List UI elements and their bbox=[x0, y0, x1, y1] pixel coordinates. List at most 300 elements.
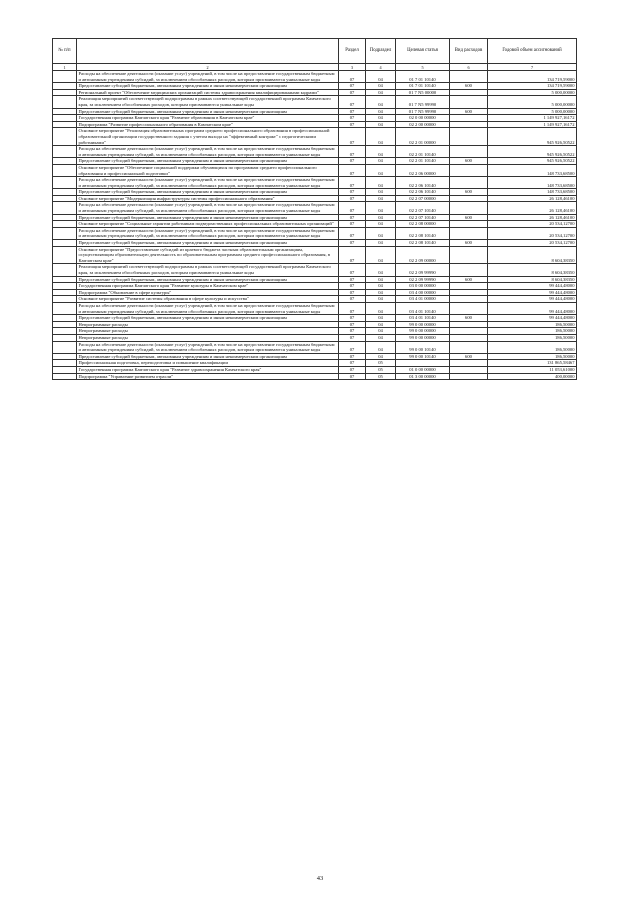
table-header-row bbox=[53, 39, 577, 64]
row-number bbox=[53, 202, 77, 214]
row-target-article: 02 2 01 00000 bbox=[396, 128, 450, 146]
row-podrazdel: 04 bbox=[366, 276, 396, 283]
row-number bbox=[53, 321, 77, 328]
row-expense-type bbox=[450, 128, 488, 146]
row-number bbox=[53, 115, 77, 122]
row-podrazdel: 04 bbox=[366, 246, 396, 264]
table-row bbox=[53, 353, 577, 360]
row-name: Профессиональная подготовка, переподготовка и повышение квалификации bbox=[77, 360, 339, 367]
row-expense-type: 600 bbox=[450, 189, 488, 196]
row-amount: 186,50000 bbox=[488, 353, 577, 360]
table-row bbox=[53, 83, 577, 90]
row-name: Государственная программа Камчатского края "Развитие здравоохранения Камчатского края" bbox=[77, 366, 339, 373]
row-podrazdel: 04 bbox=[366, 264, 396, 276]
row-number bbox=[53, 283, 77, 290]
table-row bbox=[53, 189, 577, 196]
row-expense-type: 600 bbox=[450, 108, 488, 115]
row-amount: 134 719,59000 bbox=[488, 71, 577, 83]
row-amount: 131 865,58467 bbox=[488, 360, 577, 367]
row-razdel: 07 bbox=[339, 246, 366, 264]
row-name: Предоставление субсидий бюджетным, автономным учреждениям и иным некоммерческим организациям bbox=[77, 189, 339, 196]
row-podrazdel: 04 bbox=[366, 341, 396, 353]
row-name: Основное мероприятие "Обеспечение социальной поддержки обучающихся по программам среднего профессионального образования и профессиональной подготовки" bbox=[77, 164, 339, 176]
row-razdel: 07 bbox=[339, 315, 366, 322]
row-amount: 26 128,46100 bbox=[488, 202, 577, 214]
row-number bbox=[53, 89, 77, 96]
row-target-article: 02 2 06 10140 bbox=[396, 177, 450, 189]
row-podrazdel: 04 bbox=[366, 283, 396, 290]
row-name: Предоставление субсидий бюджетным, автономным учреждениям и иным некоммерческим организациям bbox=[77, 158, 339, 165]
row-number bbox=[53, 108, 77, 115]
row-podrazdel: 04 bbox=[366, 146, 396, 158]
row-podrazdel: 04 bbox=[366, 71, 396, 83]
column-number: 7 bbox=[488, 64, 577, 71]
row-amount: 26 128,46100 bbox=[488, 195, 577, 202]
row-amount: 186,50000 bbox=[488, 334, 577, 341]
row-number bbox=[53, 189, 77, 196]
row-amount: 20 534,12700 bbox=[488, 227, 577, 239]
row-podrazdel: 04 bbox=[366, 89, 396, 96]
row-name: Основное мероприятие "Модернизация инфраструктуры системы профессионального образования" bbox=[77, 195, 339, 202]
row-name: Расходы на обеспечение деятельности (оказание услуг) учреждений, в том числе на предоставление государственным бюджетным и автономным учреждениям субсидий, за исключением обособленных расходов, которым присваиваются уникальные коды bbox=[77, 146, 339, 158]
row-target-article: 01 7 N5 99990 bbox=[396, 96, 450, 108]
row-expense-type: 600 bbox=[450, 83, 488, 90]
row-number bbox=[53, 353, 77, 360]
row-number bbox=[53, 360, 77, 367]
row-target-article: 03 0 00 00000 bbox=[396, 283, 450, 290]
row-target-article: 02 2 01 10140 bbox=[396, 158, 450, 165]
row-name: Предоставление субсидий бюджетным, автономным учреждениям и иным некоммерческим организациям bbox=[77, 315, 339, 322]
row-expense-type bbox=[450, 71, 488, 83]
row-razdel: 07 bbox=[339, 328, 366, 335]
row-expense-type bbox=[450, 195, 488, 202]
row-number bbox=[53, 177, 77, 189]
row-podrazdel: 04 bbox=[366, 315, 396, 322]
row-expense-type bbox=[450, 283, 488, 290]
row-number bbox=[53, 128, 77, 146]
row-target-article: 99 0 00 00000 bbox=[396, 334, 450, 341]
row-amount: 186,50000 bbox=[488, 341, 577, 353]
row-number bbox=[53, 214, 77, 221]
row-expense-type bbox=[450, 115, 488, 122]
row-razdel: 07 bbox=[339, 283, 366, 290]
row-razdel: 07 bbox=[339, 296, 366, 303]
row-podrazdel: 04 bbox=[366, 177, 396, 189]
row-expense-type: 600 bbox=[450, 214, 488, 221]
row-expense-type bbox=[450, 221, 488, 228]
table-row bbox=[53, 302, 577, 314]
row-amount: 99 444,48000 bbox=[488, 283, 577, 290]
row-amount: 945 926,50522 bbox=[488, 128, 577, 146]
row-name: Подпрограмма "Развитие профессионального образования в Камчатском крае" bbox=[77, 121, 339, 128]
row-name: Региональный проект "Обеспечение медицинских организаций системы здравоохранения квалифицированными кадрами" bbox=[77, 89, 339, 96]
row-razdel: 07 bbox=[339, 276, 366, 283]
row-target-article: 02 2 09 99990 bbox=[396, 264, 450, 276]
row-razdel: 07 bbox=[339, 289, 366, 296]
row-name: Расходы на обеспечение деятельности (оказание услуг) учреждений, в том числе на предоставление государственным бюджетным и автономным учреждениям субсидий, за исключением обособленных расходов, которым присваиваются уникальные коды bbox=[77, 177, 339, 189]
table-row bbox=[53, 227, 577, 239]
row-expense-type bbox=[450, 360, 488, 367]
row-name: Предоставление субсидий бюджетным, автономным учреждениям и иным некоммерческим организациям bbox=[77, 276, 339, 283]
row-podrazdel: 04 bbox=[366, 321, 396, 328]
row-target-article: 01 7 01 10140 bbox=[396, 83, 450, 90]
table-row bbox=[53, 360, 577, 367]
row-amount: 148 733,68500 bbox=[488, 189, 577, 196]
row-amount: 1 149 927,16172 bbox=[488, 115, 577, 122]
row-target-article: 02 0 00 00000 bbox=[396, 115, 450, 122]
row-razdel: 07 bbox=[339, 240, 366, 247]
row-amount: 186,50000 bbox=[488, 328, 577, 335]
row-expense-type bbox=[450, 146, 488, 158]
row-podrazdel: 04 bbox=[366, 353, 396, 360]
row-expense-type bbox=[450, 96, 488, 108]
row-podrazdel: 04 bbox=[366, 164, 396, 176]
row-name: Реализация мероприятий соответствующей подпрограммы в рамках соответствующей государственной программы Камчатского края, за исключением обособленных расходов, которым присваиваются уникальные коды bbox=[77, 96, 339, 108]
row-target-article: 99 0 00 00000 bbox=[396, 321, 450, 328]
row-amount: 99 444,48000 bbox=[488, 302, 577, 314]
page-number: 43 bbox=[316, 875, 324, 882]
column-number-row bbox=[53, 64, 577, 71]
row-name: Подпрограмма "Управление развитием отрасли" bbox=[77, 373, 339, 380]
row-expense-type bbox=[450, 321, 488, 328]
table-row bbox=[53, 296, 577, 303]
row-target-article: 01 7 N5 00000 bbox=[396, 89, 450, 96]
row-razdel: 07 bbox=[339, 108, 366, 115]
row-podrazdel: 04 bbox=[366, 195, 396, 202]
row-amount: 945 926,50522 bbox=[488, 158, 577, 165]
row-expense-type bbox=[450, 164, 488, 176]
row-podrazdel: 04 bbox=[366, 83, 396, 90]
budget-table-page bbox=[52, 38, 576, 380]
row-razdel: 07 bbox=[339, 202, 366, 214]
row-name: Расходы на обеспечение деятельности (оказание услуг) учреждений, в том числе на предоставление государственным бюджетным и автономным учреждениям субсидий, за исключением обособленных расходов, которым присваиваются уникальные коды bbox=[77, 202, 339, 214]
row-number bbox=[53, 315, 77, 322]
row-amount: 99 444,48000 bbox=[488, 296, 577, 303]
row-number bbox=[53, 264, 77, 276]
row-razdel: 07 bbox=[339, 221, 366, 228]
row-number bbox=[53, 158, 77, 165]
row-name: Основное мероприятие "Предоставление субсидий из краевого бюджета частным образовательным организациям, осуществляющим образовательную деятельность по образовательным программам среднего профессионального образования, в Камчатском крае" bbox=[77, 246, 339, 264]
row-razdel: 07 bbox=[339, 89, 366, 96]
table-row bbox=[53, 158, 577, 165]
row-name: Предоставление субсидий бюджетным, автономным учреждениям и иным некоммерческим организациям bbox=[77, 214, 339, 221]
header-podrazdel: Подраздел bbox=[366, 39, 396, 64]
row-number bbox=[53, 296, 77, 303]
row-podrazdel: 04 bbox=[366, 221, 396, 228]
row-razdel: 07 bbox=[339, 341, 366, 353]
row-expense-type bbox=[450, 296, 488, 303]
header-annual-volume: Годовой объем ассигнований bbox=[488, 39, 577, 64]
row-target-article: 99 0 00 10140 bbox=[396, 353, 450, 360]
row-target-article: 02 2 06 00000 bbox=[396, 164, 450, 176]
row-podrazdel: 04 bbox=[366, 296, 396, 303]
row-expense-type bbox=[450, 177, 488, 189]
table-row bbox=[53, 71, 577, 83]
row-amount: 11 053,61000 bbox=[488, 366, 577, 373]
row-amount: 400,00000 bbox=[488, 373, 577, 380]
row-expense-type: 600 bbox=[450, 240, 488, 247]
table-row bbox=[53, 240, 577, 247]
table-row bbox=[53, 146, 577, 158]
row-target-article: 02 2 09 99990 bbox=[396, 276, 450, 283]
table-row bbox=[53, 221, 577, 228]
row-razdel: 07 bbox=[339, 264, 366, 276]
table-row bbox=[53, 214, 577, 221]
row-name: Предоставление субсидий бюджетным, автономным учреждениям и иным некоммерческим организациям bbox=[77, 240, 339, 247]
row-amount: 5 000,00000 bbox=[488, 108, 577, 115]
row-target-article bbox=[396, 360, 450, 367]
row-razdel: 07 bbox=[339, 177, 366, 189]
row-amount: 148 733,68500 bbox=[488, 177, 577, 189]
column-number: 2 bbox=[77, 64, 339, 71]
row-number bbox=[53, 366, 77, 373]
table-row bbox=[53, 373, 577, 380]
row-razdel: 07 bbox=[339, 146, 366, 158]
row-amount: 186,50000 bbox=[488, 321, 577, 328]
column-number: 1 bbox=[53, 64, 77, 71]
row-name: Расходы на обеспечение деятельности (оказание услуг) учреждений, в том числе на предоставление государственным бюджетным и автономным учреждениям субсидий, за исключением обособленных расходов, которым присваиваются уникальные коды bbox=[77, 71, 339, 83]
row-podrazdel: 04 bbox=[366, 240, 396, 247]
row-amount: 8 604,38350 bbox=[488, 246, 577, 264]
row-expense-type bbox=[450, 227, 488, 239]
row-target-article: 01 7 N5 99990 bbox=[396, 108, 450, 115]
row-number bbox=[53, 302, 77, 314]
row-razdel: 07 bbox=[339, 195, 366, 202]
row-target-article: 02 2 00 00000 bbox=[396, 121, 450, 128]
row-podrazdel: 04 bbox=[366, 121, 396, 128]
row-name: Расходы на обеспечение деятельности (оказание услуг) учреждений, в том числе на предоставление государственным бюджетным и автономным учреждениям субсидий, за исключением обособленных расходов, которым присваиваются уникальные коды bbox=[77, 302, 339, 314]
row-razdel: 07 bbox=[339, 115, 366, 122]
row-razdel: 07 bbox=[339, 353, 366, 360]
row-number bbox=[53, 373, 77, 380]
row-podrazdel: 04 bbox=[366, 302, 396, 314]
header-expense-type: Вид расходов bbox=[450, 39, 488, 64]
row-razdel: 07 bbox=[339, 302, 366, 314]
row-amount: 945 926,50522 bbox=[488, 146, 577, 158]
row-number bbox=[53, 121, 77, 128]
row-number bbox=[53, 164, 77, 176]
row-expense-type: 600 bbox=[450, 276, 488, 283]
row-target-article: 03 4 01 10140 bbox=[396, 315, 450, 322]
row-podrazdel: 05 bbox=[366, 366, 396, 373]
row-name: Государственная программа Камчатского края "Развитие образования в Камчатском крае" bbox=[77, 115, 339, 122]
row-expense-type: 600 bbox=[450, 158, 488, 165]
row-expense-type: 600 bbox=[450, 315, 488, 322]
table-row bbox=[53, 264, 577, 276]
row-number bbox=[53, 221, 77, 228]
row-expense-type bbox=[450, 341, 488, 353]
row-amount: 5 000,00000 bbox=[488, 96, 577, 108]
row-razdel: 07 bbox=[339, 360, 366, 367]
row-expense-type bbox=[450, 246, 488, 264]
row-target-article: 02 2 06 10140 bbox=[396, 189, 450, 196]
row-number bbox=[53, 83, 77, 90]
row-target-article: 02 2 08 00000 bbox=[396, 221, 450, 228]
row-target-article: 02 2 07 10140 bbox=[396, 202, 450, 214]
row-razdel: 07 bbox=[339, 189, 366, 196]
row-podrazdel: 04 bbox=[366, 189, 396, 196]
row-name: Подпрограмма "Обновление в сфере культуры" bbox=[77, 289, 339, 296]
row-name: Предоставление субсидий бюджетным, автономным учреждениям и иным некоммерческим организациям bbox=[77, 353, 339, 360]
row-razdel: 07 bbox=[339, 321, 366, 328]
table-row bbox=[53, 121, 577, 128]
row-target-article: 99 0 00 00000 bbox=[396, 328, 450, 335]
row-razdel: 07 bbox=[339, 96, 366, 108]
row-expense-type bbox=[450, 289, 488, 296]
row-amount: 8 604,38350 bbox=[488, 276, 577, 283]
header-razdel: Раздел bbox=[339, 39, 366, 64]
table-row bbox=[53, 321, 577, 328]
row-expense-type bbox=[450, 373, 488, 380]
row-amount: 8 604,38350 bbox=[488, 264, 577, 276]
row-razdel: 07 bbox=[339, 121, 366, 128]
budget-table bbox=[52, 38, 577, 380]
row-podrazdel: 05 bbox=[366, 373, 396, 380]
table-row bbox=[53, 341, 577, 353]
row-target-article: 01 0 00 00000 bbox=[396, 366, 450, 373]
row-target-article: 02 2 09 00000 bbox=[396, 246, 450, 264]
table-row bbox=[53, 108, 577, 115]
row-number bbox=[53, 334, 77, 341]
row-razdel: 07 bbox=[339, 227, 366, 239]
row-target-article: 02 2 08 10140 bbox=[396, 227, 450, 239]
table-row bbox=[53, 276, 577, 283]
row-number bbox=[53, 341, 77, 353]
row-target-article: 99 0 00 10140 bbox=[396, 341, 450, 353]
row-amount: 134 719,59000 bbox=[488, 83, 577, 90]
row-podrazdel: 04 bbox=[366, 108, 396, 115]
row-name: Предоставление субсидий бюджетным, автономным учреждениям и иным некоммерческим организациям bbox=[77, 108, 339, 115]
row-podrazdel: 04 bbox=[366, 334, 396, 341]
column-number: 6 bbox=[450, 64, 488, 71]
row-expense-type bbox=[450, 202, 488, 214]
row-amount: 148 733,68500 bbox=[488, 164, 577, 176]
row-podrazdel: 04 bbox=[366, 328, 396, 335]
row-amount: 26 128,46100 bbox=[488, 214, 577, 221]
row-expense-type bbox=[450, 334, 488, 341]
row-target-article: 01 7 01 10140 bbox=[396, 71, 450, 83]
row-podrazdel: 04 bbox=[366, 214, 396, 221]
row-target-article: 01 3 00 00000 bbox=[396, 373, 450, 380]
row-name: Предоставление субсидий бюджетным, автономным учреждениям и иным некоммерческим организациям bbox=[77, 83, 339, 90]
row-name: Расходы на обеспечение деятельности (оказание услуг) учреждений, в том числе на предоставление государственным бюджетным и автономным учреждениям субсидий, за исключением обособленных расходов, которым присваиваются уникальные коды bbox=[77, 341, 339, 353]
table-row bbox=[53, 328, 577, 335]
row-number bbox=[53, 246, 77, 264]
row-target-article: 02 2 07 10140 bbox=[396, 214, 450, 221]
row-expense-type bbox=[450, 89, 488, 96]
row-podrazdel: 04 bbox=[366, 96, 396, 108]
row-razdel: 07 bbox=[339, 334, 366, 341]
table-row bbox=[53, 96, 577, 108]
row-razdel: 07 bbox=[339, 71, 366, 83]
row-name: Основное мероприятие "Реализация образовательных программ среднего профессионального образования в профессиональной образовательной организации государственного задания с учетом выхода на "эффективный контракт" с педагогическими работниками" bbox=[77, 128, 339, 146]
row-expense-type bbox=[450, 264, 488, 276]
header-target-article: Целевая статья bbox=[396, 39, 450, 64]
table-row bbox=[53, 202, 577, 214]
table-row bbox=[53, 366, 577, 373]
column-number: 5 bbox=[396, 64, 450, 71]
row-amount: 99 444,48000 bbox=[488, 289, 577, 296]
column-number: 4 bbox=[366, 64, 396, 71]
header-name bbox=[77, 39, 339, 64]
row-expense-type bbox=[450, 328, 488, 335]
table-row bbox=[53, 128, 577, 146]
row-amount: 20 534,12700 bbox=[488, 221, 577, 228]
row-number bbox=[53, 289, 77, 296]
column-number: 3 bbox=[339, 64, 366, 71]
row-razdel: 07 bbox=[339, 158, 366, 165]
row-podrazdel: 04 bbox=[366, 227, 396, 239]
row-name: Основное мероприятие "Социальные гарантии работникам подведомственных профессиональных образовательных организаций" bbox=[77, 221, 339, 228]
row-razdel: 07 bbox=[339, 83, 366, 90]
table-row bbox=[53, 164, 577, 176]
row-name: Основное мероприятие "Развитие системы образования в сфере культуры и искусства" bbox=[77, 296, 339, 303]
table-row bbox=[53, 195, 577, 202]
table-row bbox=[53, 246, 577, 264]
row-expense-type bbox=[450, 366, 488, 373]
row-target-article: 03 4 01 10140 bbox=[396, 302, 450, 314]
row-podrazdel: 04 bbox=[366, 158, 396, 165]
row-razdel: 07 bbox=[339, 214, 366, 221]
row-name: Реализация мероприятий соответствующей подпрограммы в рамках соответствующей государственной программы Камчатского края, за исключением обособленных расходов, которым присваиваются уникальные коды bbox=[77, 264, 339, 276]
row-name: Расходы на обеспечение деятельности (оказание услуг) учреждений, в том числе на предоставление государственным бюджетным и автономным учреждениям субсидий, за исключением обособленных расходов, которым присваиваются уникальные коды bbox=[77, 227, 339, 239]
table-row bbox=[53, 115, 577, 122]
row-podrazdel: 04 bbox=[366, 289, 396, 296]
row-razdel: 07 bbox=[339, 128, 366, 146]
row-number bbox=[53, 146, 77, 158]
row-razdel: 07 bbox=[339, 373, 366, 380]
row-amount: 5 000,00000 bbox=[488, 89, 577, 96]
row-razdel: 07 bbox=[339, 366, 366, 373]
row-expense-type bbox=[450, 302, 488, 314]
row-name: Непрограммные расходы bbox=[77, 334, 339, 341]
row-target-article: 03 4 01 00000 bbox=[396, 296, 450, 303]
row-amount: 1 149 927,16172 bbox=[488, 121, 577, 128]
row-expense-type bbox=[450, 121, 488, 128]
row-number bbox=[53, 195, 77, 202]
table-row bbox=[53, 89, 577, 96]
table-row bbox=[53, 177, 577, 189]
row-target-article: 02 2 07 00000 bbox=[396, 195, 450, 202]
row-razdel: 07 bbox=[339, 164, 366, 176]
row-number bbox=[53, 328, 77, 335]
row-number bbox=[53, 227, 77, 239]
table-row bbox=[53, 334, 577, 341]
table-row bbox=[53, 283, 577, 290]
table-body bbox=[53, 71, 577, 380]
row-amount: 99 444,48000 bbox=[488, 315, 577, 322]
header-num: № п/п bbox=[53, 39, 77, 64]
row-target-article: 03 4 00 00000 bbox=[396, 289, 450, 296]
row-podrazdel: 05 bbox=[366, 360, 396, 367]
row-number bbox=[53, 96, 77, 108]
row-number bbox=[53, 71, 77, 83]
row-name: Непрограммные расходы bbox=[77, 321, 339, 328]
row-number bbox=[53, 276, 77, 283]
row-expense-type: 600 bbox=[450, 353, 488, 360]
row-name: Государственная программа Камчатского края "Развитие культуры в Камчатском крае" bbox=[77, 283, 339, 290]
row-podrazdel: 04 bbox=[366, 202, 396, 214]
row-podrazdel: 04 bbox=[366, 128, 396, 146]
table-row bbox=[53, 315, 577, 322]
row-name: Непрограммные расходы bbox=[77, 328, 339, 335]
row-number bbox=[53, 240, 77, 247]
row-target-article: 02 2 08 10140 bbox=[396, 240, 450, 247]
row-target-article: 02 2 01 10140 bbox=[396, 146, 450, 158]
table-row bbox=[53, 289, 577, 296]
row-amount: 20 534,12700 bbox=[488, 240, 577, 247]
row-podrazdel: 04 bbox=[366, 115, 396, 122]
